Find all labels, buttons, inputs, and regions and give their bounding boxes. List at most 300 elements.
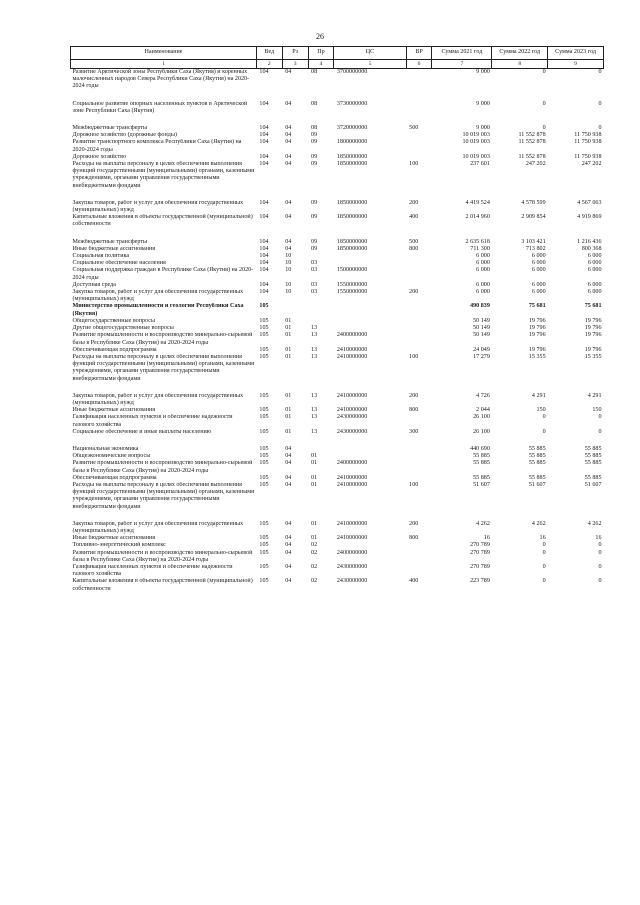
cell-sum-2023: 0 (598, 414, 602, 421)
cell-vr: 200 (409, 199, 419, 206)
cell-rz: 04 (285, 139, 292, 146)
cell-vr (406, 414, 432, 428)
cell-sum-2021: 490 839 (470, 303, 490, 310)
cell-ved: 104 (259, 139, 269, 146)
spacer-cell (71, 91, 604, 101)
cell-vr (406, 267, 432, 281)
cell-pr: 09 (311, 139, 318, 146)
table-row (71, 101, 604, 115)
cell-cs: 1850000000 (336, 245, 368, 252)
row-spacer (71, 229, 604, 239)
cell-pr: 09 (311, 132, 318, 139)
table-row (71, 414, 604, 428)
cell-sum-2021: 55 885 (473, 460, 490, 467)
table-row (71, 332, 604, 346)
cell-ved: 105 (259, 346, 269, 353)
cell-sum-2021: 50 149 (473, 325, 490, 332)
cell-ved: 104 (259, 214, 269, 221)
cell-sum-2022: 2 909 854 (521, 214, 546, 221)
cell-vr (406, 347, 432, 354)
cell-vr: 200 (409, 520, 419, 527)
cell-cs: 3730000000 (336, 100, 368, 107)
cell-pr (308, 318, 334, 325)
row-spacer (71, 115, 604, 125)
cell-pr: 01 (311, 474, 318, 481)
cell-cs: 2410000000 (336, 346, 368, 353)
cell-ved: 104 (259, 125, 269, 132)
cell-pr: 09 (311, 238, 318, 245)
cell-sum-2022: 0 (542, 414, 546, 421)
cell-rz: 04 (285, 69, 292, 75)
cell-name: Развитие Арктической зоны Республики Саха (Якутия) и коренных малочисленных народов Севера Республики Саха (Якутия) на 2020-2024 годы (72, 69, 250, 90)
cell-rz: 04 (285, 520, 292, 527)
cell-vr: 400 (409, 214, 419, 221)
cell-sum-2022: 4 262 (531, 520, 546, 527)
cell-cs: 1850000000 (336, 199, 368, 206)
cell-sum-2023: 0 (598, 578, 602, 585)
cell-sum-2022: 0 (542, 578, 546, 585)
table-row (71, 354, 604, 383)
cell-name: Иные бюджетные ассигнования (72, 245, 156, 252)
cell-pr: 01 (311, 460, 318, 467)
cell-rz: 10 (285, 281, 292, 288)
cell-sum-2022: 0 (542, 542, 546, 549)
cell-vr (406, 101, 432, 115)
cell-sum-2023: 0 (598, 549, 602, 556)
cell-sum-2023: 0 (598, 542, 602, 549)
cell-sum-2021: 2 014 960 (465, 214, 490, 221)
cell-rz: 04 (285, 100, 292, 107)
cell-ved: 104 (259, 153, 269, 160)
cell-sum-2021: 26 100 (473, 428, 490, 435)
cell-sum-2021: 440 690 (470, 445, 490, 452)
cell-vr: 800 (409, 407, 419, 414)
cell-name: Расходы на выплаты персоналу в целях обеспечения выполнения функций государственными (муниципальными) органами, казенными учреждениями, органами управления государственными внебюджетными фондами (72, 353, 255, 382)
column-number: 7 (432, 60, 492, 69)
cell-sum-2021: 24 049 (473, 346, 490, 353)
cell-sum-2021: 26 100 (473, 414, 490, 421)
cell-name: Обеспечивающая подпрограмма (72, 474, 157, 481)
row-spacer (71, 511, 604, 521)
cell-sum-2023: 4 567 063 (577, 199, 602, 206)
cell-sum-2022: 55 885 (528, 460, 546, 467)
cell-cs: 2410000000 (336, 481, 368, 488)
cell-sum-2023: 6 000 (587, 253, 602, 260)
cell-name: Иные бюджетные ассигнования (72, 535, 156, 542)
page-number: 26 (316, 32, 324, 41)
cell-pr: 08 (311, 69, 318, 75)
cell-pr: 13 (311, 414, 318, 421)
cell-rz: 04 (285, 161, 292, 168)
cell-cs: 2410000000 (336, 353, 368, 360)
cell-sum-2021: 223 789 (470, 578, 490, 585)
table-row (71, 460, 604, 474)
cell-sum-2023: 0 (598, 428, 602, 435)
cell-sum-2022: 51 607 (528, 481, 546, 488)
cell-sum-2021: 51 607 (473, 481, 490, 488)
cell-vr (406, 260, 432, 267)
cell-ved: 104 (259, 289, 269, 296)
cell-sum-2022: 55 885 (528, 445, 546, 452)
cell-cs: 2400000000 (336, 549, 368, 556)
cell-name: Расходы на выплаты персоналу в целях обеспечения выполнения функций государственными (муниципальными) органами, казенными учреждениями, органами управления государственными внебюджетными фондами (72, 161, 255, 189)
column-number: 5 (334, 60, 406, 69)
cell-name: Дорожное хозяйство (72, 153, 127, 160)
cell-rz: 04 (285, 535, 292, 542)
cell-sum-2022: 15 355 (528, 353, 546, 360)
cell-rz (282, 303, 308, 317)
cell-cs: 3720000000 (336, 125, 368, 132)
cell-vr (406, 318, 432, 325)
cell-vr (406, 325, 432, 332)
cell-cs: 2410000000 (336, 520, 368, 527)
cell-name: Закупка товаров, работ и услуг для обеспечения государственных (муниципальных) нужд (72, 289, 244, 303)
cell-vr (406, 303, 432, 317)
cell-sum-2023: 800 368 (581, 245, 602, 252)
cell-sum-2022: 0 (542, 69, 546, 75)
cell-ved: 105 (259, 445, 269, 452)
table-row (71, 446, 604, 453)
cell-ved: 104 (259, 281, 269, 288)
header-rz: Рз (282, 47, 308, 60)
table-row (71, 303, 604, 317)
cell-name: Социальная поддержка граждан в Республике Саха (Якутия) на 2020-2024 годы (72, 267, 254, 281)
header-sum-2022: Сумма 2022 год (492, 47, 548, 60)
cell-sum-2023: 55 885 (584, 453, 602, 460)
cell-cs: 1500000000 (336, 267, 368, 274)
cell-name: Дорожное хозяйство (дорожные фонды) (72, 132, 177, 139)
cell-rz: 01 (285, 414, 292, 421)
cell-cs (334, 318, 406, 325)
cell-ved: 105 (259, 481, 269, 488)
cell-sum-2021: 9 000 (476, 100, 490, 107)
cell-ved: 104 (259, 238, 269, 245)
cell-cs: 2430000000 (336, 563, 368, 570)
cell-cs: 2410000000 (336, 474, 368, 481)
cell-rz: 04 (285, 238, 292, 245)
cell-rz: 04 (285, 199, 292, 206)
cell-rz: 10 (285, 267, 292, 274)
cell-ved: 105 (259, 535, 269, 542)
table-row (71, 453, 604, 460)
header-vr: ВР (406, 47, 432, 60)
cell-sum-2023: 4 919 869 (577, 214, 602, 221)
cell-pr: 13 (311, 407, 318, 414)
cell-name: Развитие промышленности и воспроизводство минерально-сырьевой базы в Республике Саха (Якутия) на 2020-2024 годы (72, 549, 253, 563)
cell-sum-2022: 11 552 878 (518, 139, 546, 146)
cell-sum-2021: 4 419 524 (465, 199, 490, 206)
cell-sum-2021: 10 019 003 (462, 132, 490, 139)
cell-sum-2022: 11 552 878 (518, 132, 546, 139)
cell-vr (406, 550, 432, 564)
table-row (71, 407, 604, 414)
cell-ved: 105 (259, 542, 269, 549)
table-row (71, 535, 604, 542)
cell-rz: 04 (285, 460, 292, 467)
cell-rz: 10 (285, 253, 292, 260)
cell-rz: 01 (285, 428, 292, 435)
cell-sum-2021: 50 149 (473, 317, 490, 324)
cell-pr: 02 (311, 542, 318, 549)
cell-rz: 04 (285, 453, 292, 460)
cell-rz: 01 (285, 353, 292, 360)
cell-sum-2023: 11 750 938 (574, 132, 602, 139)
cell-pr: 09 (311, 199, 318, 206)
cell-cs: 2400000000 (336, 460, 368, 467)
table-row (71, 475, 604, 482)
cell-ved: 105 (259, 520, 269, 527)
cell-name: Закупка товаров, работ и услуг для обеспечения государственных (муниципальных) нужд (72, 520, 244, 534)
cell-sum-2021: 4 726 (476, 392, 490, 399)
cell-ved: 104 (259, 260, 269, 267)
table-row (71, 139, 604, 153)
table-row (71, 253, 604, 260)
cell-name: Другие общегосударственные вопросы (72, 325, 174, 332)
cell-sum-2021: 4 262 (476, 520, 490, 527)
cell-sum-2022: 16 (539, 535, 546, 542)
cell-pr: 02 (311, 563, 318, 570)
cell-cs: 2430000000 (336, 414, 368, 421)
cell-vr (406, 564, 432, 578)
cell-sum-2023: 19 796 (584, 317, 602, 324)
column-number: 9 (548, 60, 604, 69)
cell-sum-2023: 11 750 938 (574, 139, 602, 146)
cell-sum-2021: 17 279 (473, 353, 490, 360)
table-row (71, 550, 604, 564)
cell-pr: 02 (311, 578, 318, 585)
row-spacer (71, 436, 604, 446)
cell-pr: 13 (311, 392, 318, 399)
cell-ved: 104 (259, 100, 269, 107)
cell-sum-2021: 270 789 (470, 542, 490, 549)
cell-sum-2021: 270 789 (470, 563, 490, 570)
cell-sum-2021: 711 300 (470, 245, 490, 252)
cell-cs: 1550000000 (336, 289, 368, 296)
cell-ved: 105 (259, 317, 269, 324)
cell-vr: 100 (409, 161, 419, 168)
column-number: 1 (71, 60, 257, 69)
cell-ved: 105 (259, 414, 269, 421)
cell-rz: 01 (285, 317, 292, 324)
row-spacer (71, 383, 604, 393)
cell-name: Национальная экономика (72, 445, 139, 452)
cell-vr (406, 253, 432, 260)
cell-rz: 04 (285, 125, 292, 132)
header-cs: ЦС (334, 47, 406, 60)
cell-sum-2022: 6 000 (531, 289, 546, 296)
cell-sum-2023: 55 885 (584, 474, 602, 481)
cell-sum-2022: 19 796 (528, 317, 546, 324)
cell-ved: 105 (259, 353, 269, 360)
cell-sum-2021: 50 149 (473, 332, 490, 339)
cell-pr: 01 (311, 535, 318, 542)
cell-rz: 04 (285, 132, 292, 139)
cell-pr: 08 (311, 125, 318, 132)
table-row (71, 239, 604, 246)
cell-sum-2023: 4 262 (587, 520, 602, 527)
cell-vr (406, 460, 432, 474)
cell-name: Развитие промышленности и воспроизводство минерально-сырьевой базы в Республике Саха (Якутия) на 2020-2024 годы (72, 332, 253, 346)
cell-rz: 04 (285, 474, 292, 481)
cell-sum-2023: 6 000 (587, 260, 602, 267)
header-ved: Вед (256, 47, 282, 60)
cell-vr (406, 453, 432, 460)
cell-cs: 1800000000 (336, 139, 368, 146)
cell-pr: 13 (311, 346, 318, 353)
cell-rz: 04 (285, 542, 292, 549)
cell-pr: 09 (311, 214, 318, 221)
spacer-cell (71, 383, 604, 393)
cell-vr: 400 (409, 578, 419, 585)
cell-rz: 04 (285, 245, 292, 252)
cell-sum-2021: 2 044 (476, 407, 490, 414)
cell-rz: 01 (285, 346, 292, 353)
cell-rz: 01 (285, 332, 292, 339)
cell-sum-2022: 0 (542, 549, 546, 556)
cell-rz: 01 (285, 407, 292, 414)
table-row (71, 154, 604, 161)
cell-name: Развитие промышленности и воспроизводство минерально-сырьевой базы в Республике Саха (Якутия) на 2020-2024 годы (72, 460, 253, 474)
cell-cs: 2430000000 (336, 578, 368, 585)
cell-sum-2021: 6 000 (476, 267, 490, 274)
cell-vr (406, 332, 432, 346)
spacer-cell (71, 115, 604, 125)
table-row (71, 521, 604, 535)
column-number: 4 (308, 60, 334, 69)
cell-name: Закупка товаров, работ и услуг для обеспечения государственных (муниципальных) нужд (72, 199, 244, 214)
cell-sum-2022: 55 885 (528, 474, 546, 481)
cell-sum-2022: 0 (542, 125, 546, 132)
header-name: Наименование (71, 47, 257, 60)
cell-cs: 2410000000 (336, 392, 368, 399)
cell-name: Иные бюджетные ассигнования (72, 407, 156, 414)
cell-cs: 3700000000 (336, 69, 368, 75)
cell-sum-2022: 713 802 (525, 245, 546, 252)
cell-sum-2023: 75 681 (584, 303, 602, 310)
table-row (71, 125, 604, 132)
cell-vr: 800 (409, 245, 419, 252)
table-row (71, 289, 604, 303)
cell-sum-2021: 10 019 003 (462, 139, 490, 146)
table-row (71, 260, 604, 267)
header-pr: Пр (308, 47, 334, 60)
cell-vr (406, 154, 432, 161)
table-row (71, 214, 604, 228)
cell-ved: 105 (259, 332, 269, 339)
cell-sum-2022: 0 (542, 100, 546, 107)
cell-pr: 09 (311, 245, 318, 252)
cell-sum-2023: 0 (598, 563, 602, 570)
cell-sum-2023: 16 (595, 535, 602, 542)
spacer-cell (71, 511, 604, 521)
cell-pr: 02 (311, 549, 318, 556)
cell-sum-2022: 55 885 (528, 453, 546, 460)
cell-cs: 1850000000 (336, 214, 368, 221)
cell-name: Доступная среда (72, 281, 116, 288)
cell-cs: 1850000000 (336, 161, 368, 168)
cell-name: Капитальные вложения в объекты государственной (муниципальной) собственности (72, 214, 253, 228)
cell-ved: 105 (259, 303, 269, 310)
spacer-cell (71, 190, 604, 200)
cell-sum-2023: 0 (598, 125, 602, 132)
cell-name: Социальное обеспечение населения (72, 260, 166, 267)
cell-sum-2023: 6 000 (587, 281, 602, 288)
cell-vr: 800 (409, 535, 419, 542)
cell-vr: 100 (409, 481, 419, 488)
cell-cs: 1550000000 (336, 281, 368, 288)
cell-rz: 04 (285, 563, 292, 570)
cell-vr (406, 446, 432, 453)
table-body (71, 69, 604, 593)
cell-rz: 04 (285, 578, 292, 585)
cell-name: Межбюджетные трансферты (72, 125, 148, 132)
cell-ved: 105 (259, 549, 269, 556)
table-row (71, 282, 604, 289)
row-spacer (71, 91, 604, 101)
cell-ved: 105 (259, 453, 269, 460)
cell-sum-2021: 237 601 (470, 161, 490, 168)
cell-ved: 105 (259, 392, 269, 399)
cell-cs: 2430000000 (336, 428, 368, 435)
cell-cs (334, 253, 406, 260)
column-number: 3 (282, 60, 308, 69)
cell-name: Развитие транспортного комплекса Республики Саха (Якутия) на 2020-2024 годы (72, 139, 242, 153)
cell-vr (406, 69, 432, 91)
row-spacer (71, 190, 604, 200)
cell-cs: 2400000000 (336, 332, 368, 339)
cell-sum-2023: 51 607 (584, 481, 602, 488)
cell-pr: 13 (311, 325, 318, 332)
column-number-row (71, 60, 604, 69)
cell-name: Расходы на выплаты персоналу в целях обеспечения выполнения функций государственными (муниципальными) органами, казенными учреждениями, органами управления государственными внебюджетными фондами (72, 481, 255, 510)
cell-ved: 105 (259, 474, 269, 481)
cell-vr: 300 (409, 428, 419, 435)
cell-vr (406, 132, 432, 139)
table-row (71, 318, 604, 325)
cell-ved: 104 (259, 132, 269, 139)
cell-cs (334, 453, 406, 460)
cell-rz: 04 (285, 445, 292, 452)
cell-sum-2022: 11 552 878 (518, 153, 546, 160)
cell-sum-2023: 1 216 436 (577, 238, 602, 245)
table-row (71, 246, 604, 253)
cell-cs (334, 303, 406, 317)
cell-pr: 13 (311, 353, 318, 360)
cell-sum-2022: 247 202 (525, 161, 546, 168)
cell-vr (406, 139, 432, 153)
cell-sum-2021: 55 885 (473, 474, 490, 481)
cell-rz: 01 (285, 392, 292, 399)
cell-sum-2021: 9 000 (476, 125, 490, 132)
cell-ved: 105 (259, 428, 269, 435)
cell-cs (334, 132, 406, 139)
column-number: 8 (492, 60, 548, 69)
cell-pr (308, 446, 334, 453)
cell-name: Топливно-энергетический комплекс (72, 542, 166, 549)
cell-ved: 105 (259, 563, 269, 570)
cell-name: Межбюджетные трансферты (72, 238, 148, 245)
cell-pr: 08 (311, 100, 318, 107)
cell-name: Капитальные вложения в объекты государственной (муниципальной) собственности (72, 578, 253, 592)
cell-vr: 100 (409, 353, 419, 360)
cell-sum-2022: 3 103 421 (521, 238, 546, 245)
cell-name: Обеспечивающая подпрограмма (72, 346, 157, 353)
cell-vr: 500 (409, 125, 419, 132)
cell-sum-2023: 6 000 (587, 267, 602, 274)
cell-ved: 105 (259, 578, 269, 585)
spacer-cell (71, 229, 604, 239)
cell-sum-2022: 0 (542, 428, 546, 435)
